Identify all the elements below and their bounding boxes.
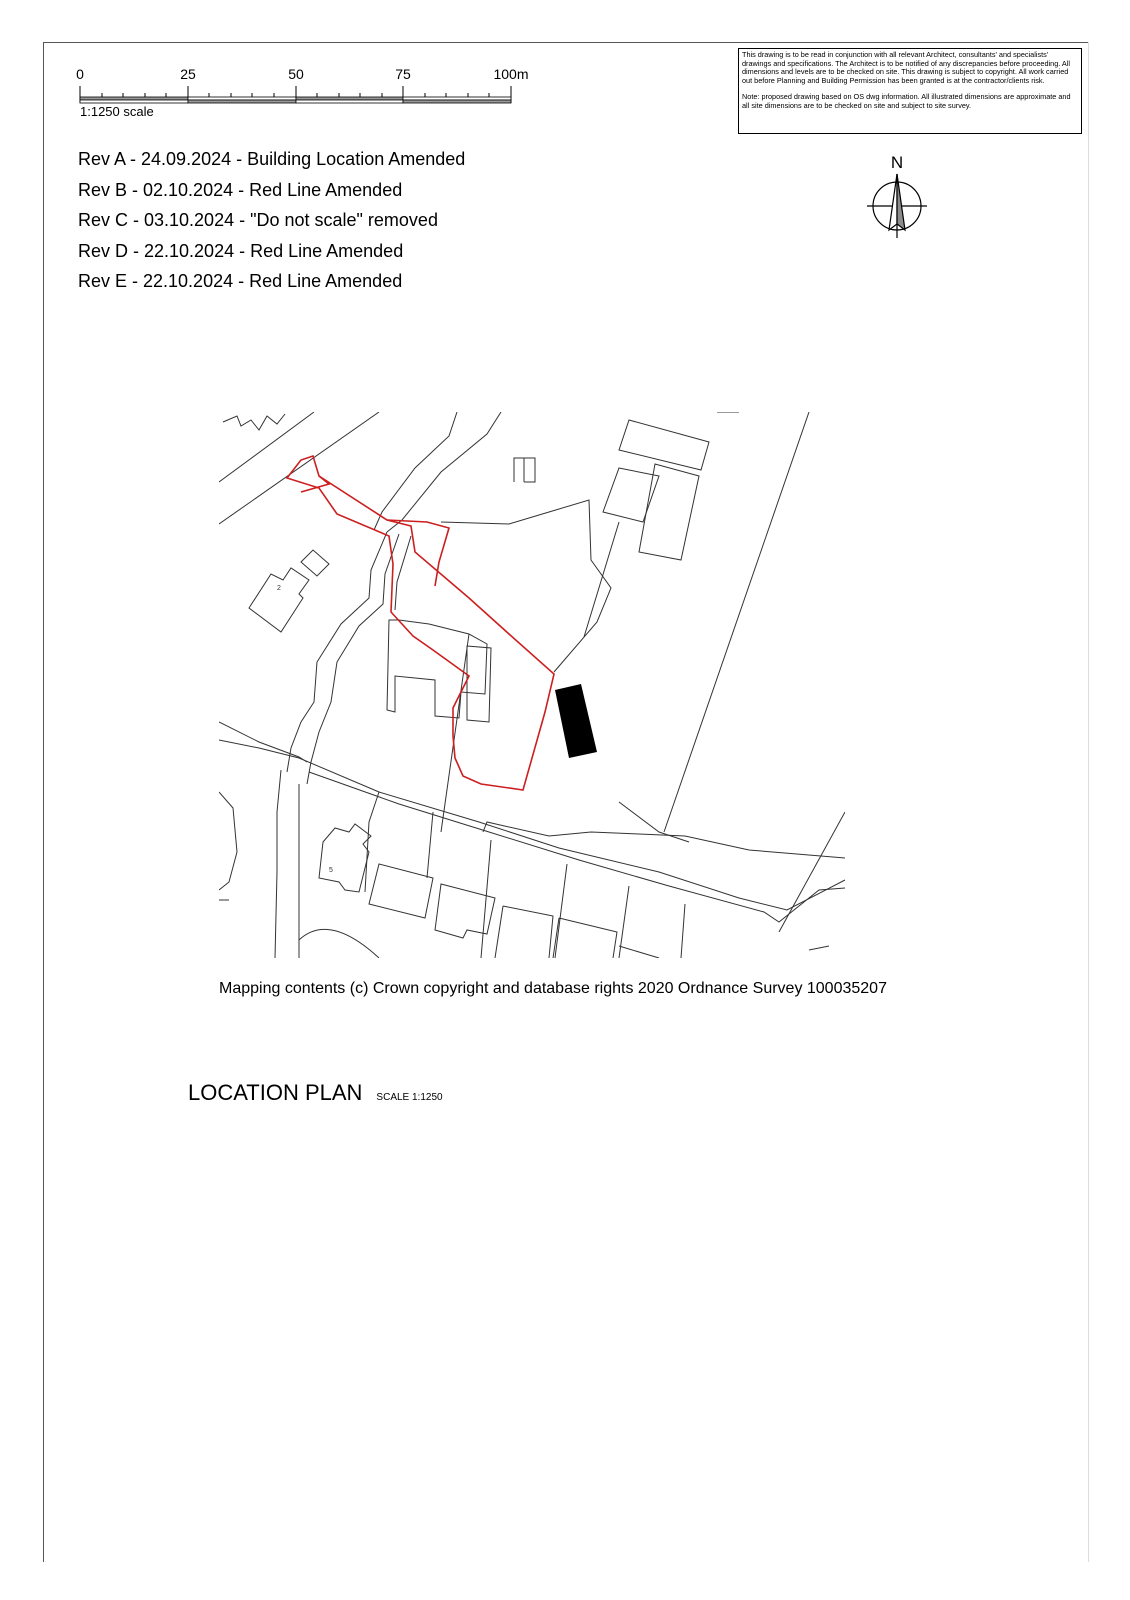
plan-scale-text: SCALE 1:1250 — [376, 1092, 443, 1103]
field-boundary — [441, 634, 469, 832]
boundary-line — [299, 929, 379, 958]
outbuilding-outline — [301, 550, 329, 576]
house-outline — [503, 906, 553, 958]
central-building-outline — [387, 620, 487, 718]
frame-top-border — [43, 42, 1088, 43]
house-outline — [435, 884, 495, 938]
field-boundary — [584, 522, 619, 637]
revision-item: Rev E - 22.10.2024 - Red Line Amended — [78, 271, 403, 291]
plot-divider — [481, 840, 491, 958]
field-boundary — [664, 412, 809, 832]
revision-item: Rev B - 02.10.2024 - Red Line Amended — [78, 179, 403, 200]
road-edge — [219, 412, 379, 524]
notes-paragraph-1: This drawing is to be read in conjunction with all relevant Architect, consultants' and specialists' drawings and specifications. The Architect is to be notified of any discrepancies before proceeding. All dimensions and levels are to be checked on site. This drawing is subject to copyright. All work carried out before Planning and Building Permission has been granted is at the contractor/clients risk. — [742, 50, 1071, 85]
scale-label-0: 0 — [76, 66, 84, 82]
house-2-outline — [249, 568, 309, 632]
plot-divider — [365, 792, 379, 892]
plot-divider — [555, 864, 567, 958]
house-number-label: 2 — [277, 585, 281, 592]
notes-paragraph-2: Note: proposed drawing based on OS dwg information. All illustrated dimensions are approximate and all site dimensions are to be checked on site and subject to site survey. — [742, 92, 1071, 110]
boundary-line — [275, 770, 281, 958]
boundary-line — [219, 792, 237, 890]
scale-label-75: 75 — [395, 66, 411, 82]
track-edge — [287, 532, 387, 772]
house-outline — [559, 918, 617, 958]
house-number-label: 5 — [329, 867, 333, 874]
revision-item: Rev C - 03.10.2024 - "Do not scale" removed — [78, 210, 438, 230]
scale-caption: 1:1250 scale — [80, 104, 154, 119]
proposed-building — [555, 684, 597, 758]
plan-title-text: LOCATION PLAN — [188, 1080, 363, 1105]
house-outline — [369, 864, 433, 918]
revision-item: Rev D - 22.10.2024 - Red Line Amended — [78, 240, 404, 261]
plot-divider — [681, 904, 685, 958]
road-edge — [219, 412, 314, 482]
house-outline — [809, 946, 829, 950]
plan-title — [188, 1080, 443, 1106]
building-outline — [223, 414, 285, 430]
outbuilding-outline — [467, 646, 491, 722]
location-map — [219, 412, 845, 958]
plot-divider — [427, 812, 433, 878]
house-outline — [619, 946, 659, 958]
garage-outline — [514, 458, 535, 482]
scale-bar-graphic — [78, 62, 538, 107]
site-boundary-red-line — [387, 520, 449, 586]
lane-edge — [374, 412, 457, 530]
frame-right-border — [1088, 42, 1089, 1562]
frame-left-border — [43, 42, 44, 1562]
scale-bar — [78, 62, 538, 122]
scale-label-50: 50 — [288, 66, 304, 82]
scale-label-25: 25 — [180, 66, 196, 82]
house-5-outline — [319, 824, 371, 892]
house-outline — [495, 906, 503, 958]
road-edge — [219, 740, 845, 910]
road-edge — [309, 772, 845, 922]
revision-item: Rev A - 24.09.2024 - Building Location Amended — [78, 149, 466, 169]
map-base-lines — [219, 412, 845, 958]
drawing-notes-box — [738, 48, 1082, 134]
building-outline — [639, 464, 699, 560]
lane-edge — [387, 412, 501, 532]
north-label: N — [890, 153, 904, 172]
scale-label-100m: 100m — [493, 66, 529, 82]
copyright-notice: Mapping contents (c) Crown copyright and database rights 2020 Ordnance Survey 100035207 — [219, 980, 887, 997]
north-arrow-icon — [862, 148, 932, 244]
track-edge — [395, 536, 411, 610]
road-edge — [483, 822, 845, 858]
building-outline — [603, 468, 659, 522]
building-outline — [619, 420, 709, 470]
revision-list — [78, 144, 465, 297]
